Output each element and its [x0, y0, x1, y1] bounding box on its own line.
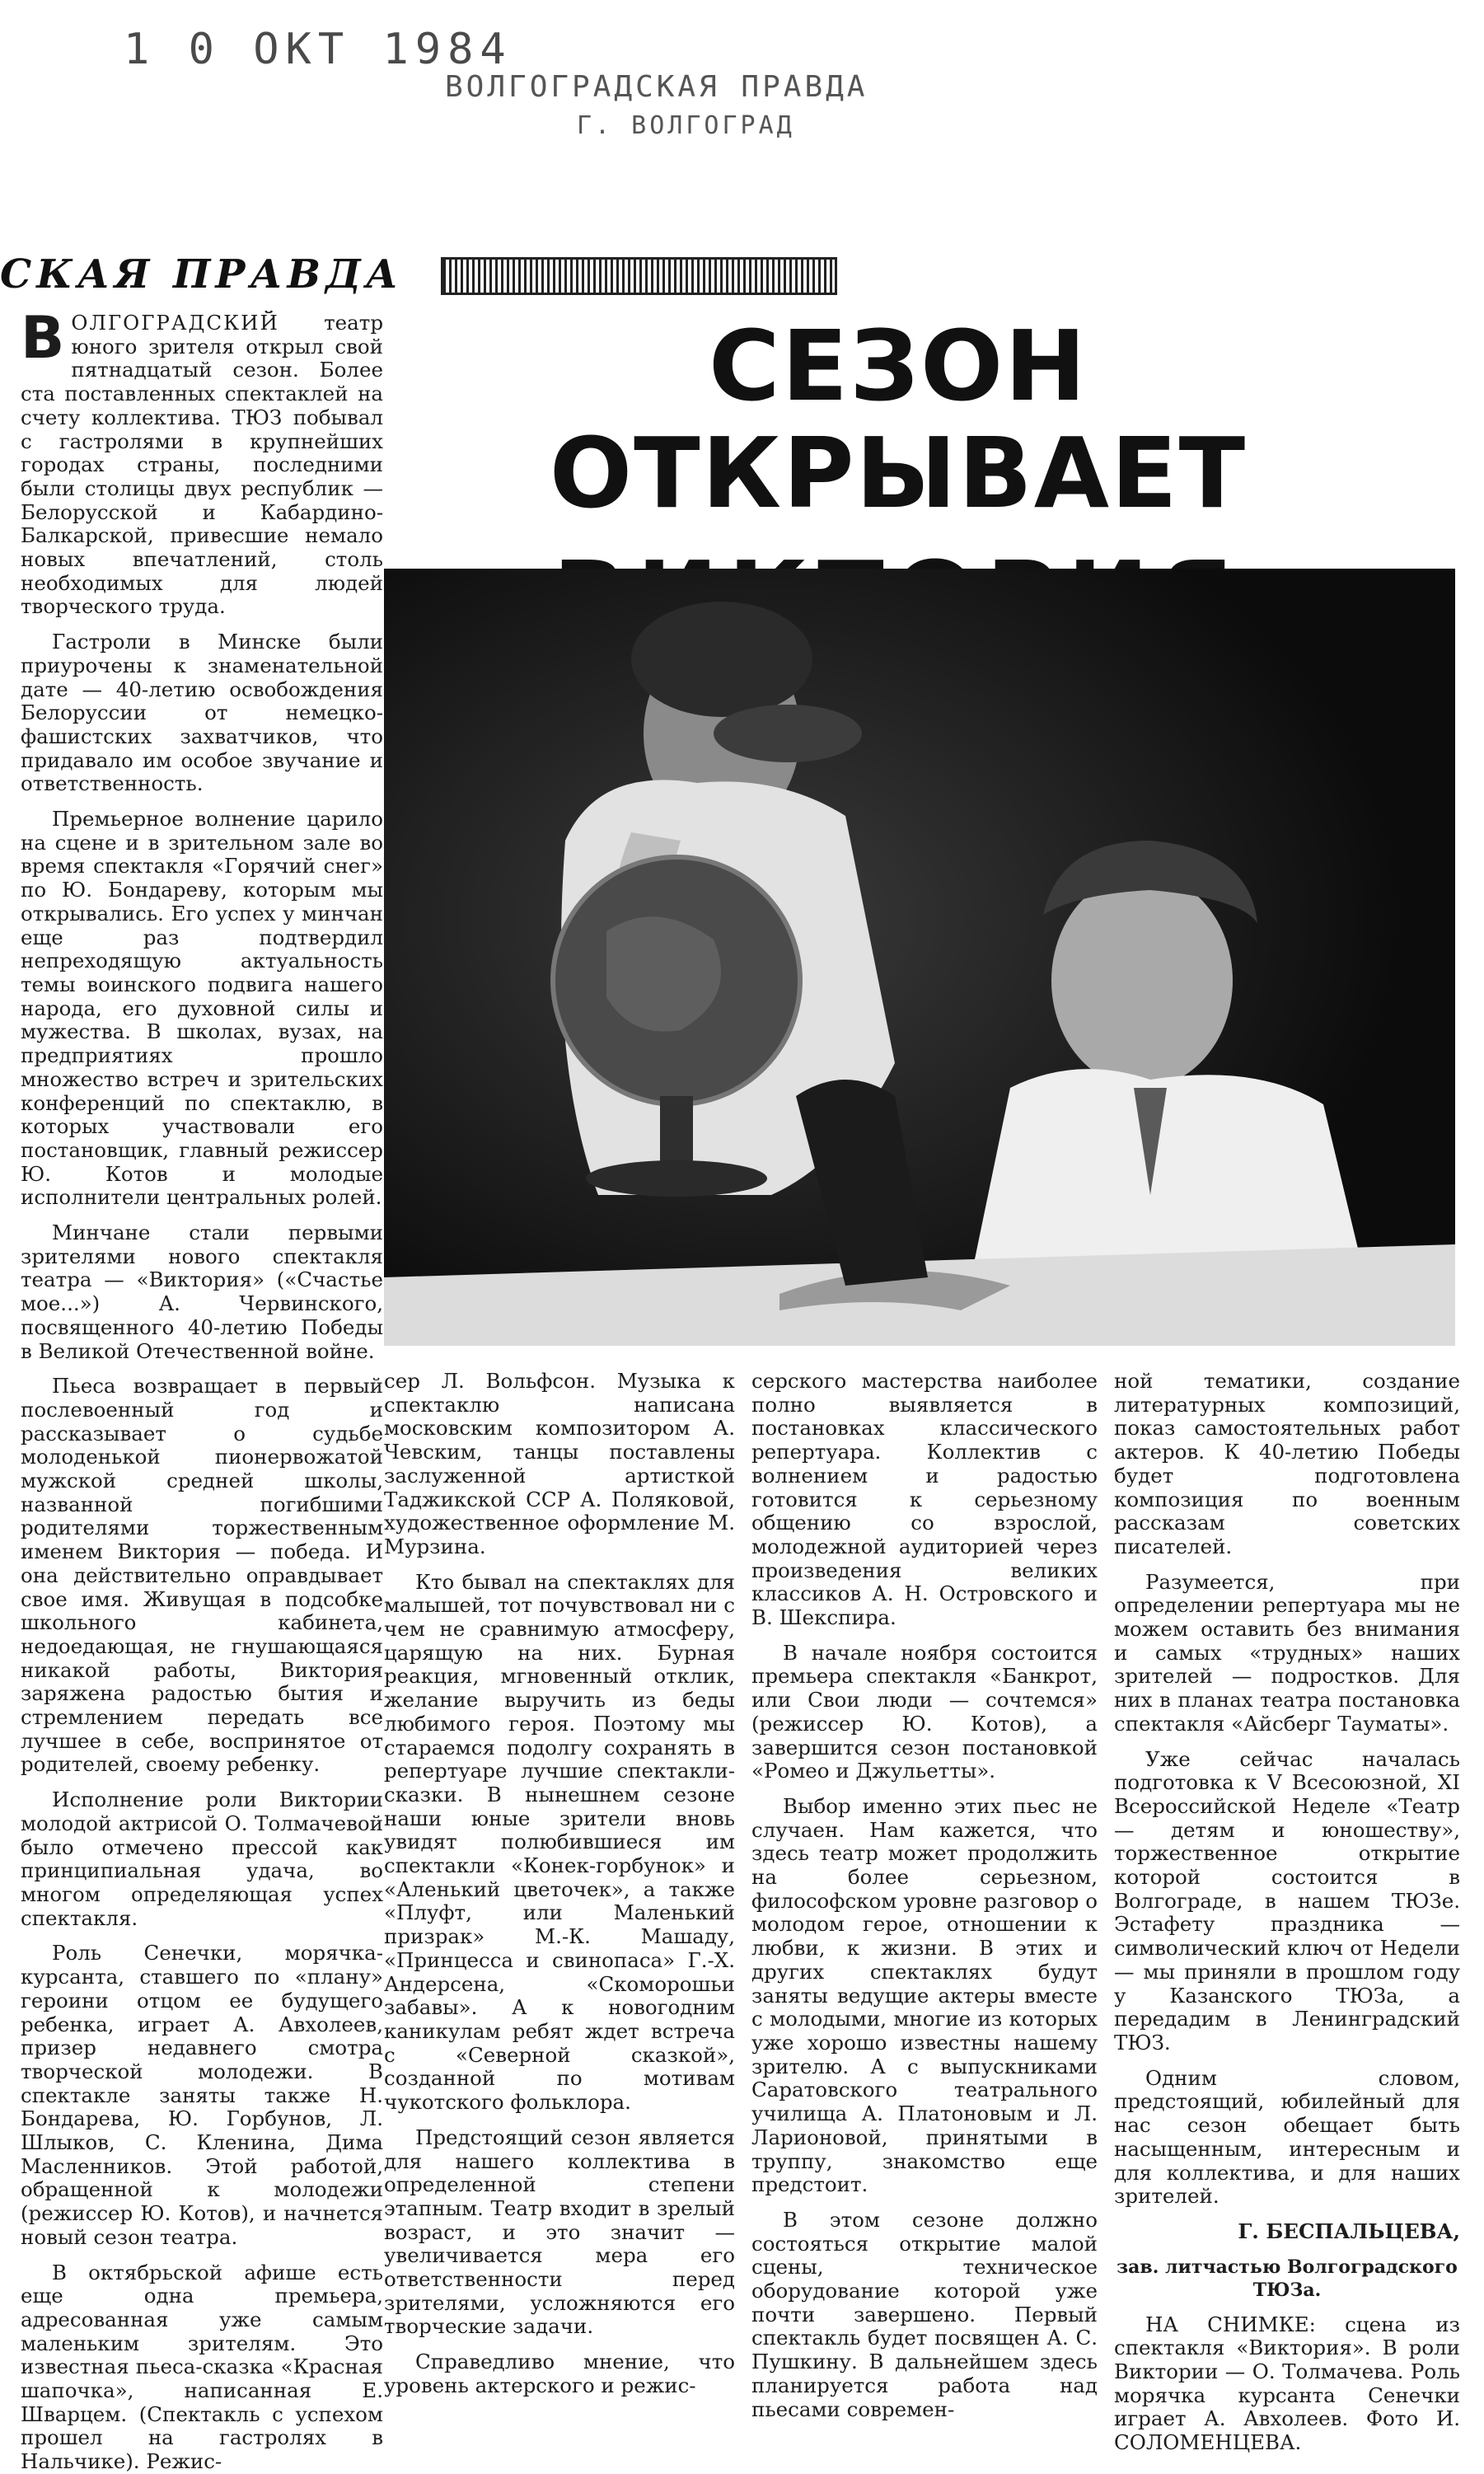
author-byline: Г. БЕСПАЛЬЦЕВА,: [1238, 2219, 1460, 2243]
archive-date-stamp: 1 0 ОКТ 1984: [124, 25, 513, 74]
paragraph: В начале ноября состоится премьера спектакля «Банкрот, или Свои люди — сочтемся» (режиссер Ю. Котов), а завершится сезон постановкой «Ромео и Джульетты».: [751, 1640, 1098, 1783]
stage-scene-image: [384, 569, 1455, 1346]
article-column-4: [1114, 1370, 1460, 2455]
paragraph: Гастроли в Минске были приурочены к знаменательной дате — 40-летию освобождения Белоруссии от немецко-фашистских захватчиков, что придавало им особое звучание и ответственность.: [21, 630, 383, 796]
paragraph: серского мастерства наиболее полно выявляется в постановках классического репертуара. Коллектив с волнением и радостью готовится к серьезному общению со взрослой, молодежной аудиторией через произведения великих классиков А. Н. Островского и В. Шекспира.: [751, 1369, 1098, 1630]
headline-line-1: СЕЗОН ОТКРЫВАЕТ: [549, 309, 1248, 530]
author-role: зав. литчастью Волгоградского ТЮЗа.: [1117, 2256, 1458, 2301]
paragraph: Справедливо мнение, что уровень актерского и режис-: [384, 2350, 735, 2397]
masthead-ornament-rule: [441, 257, 837, 295]
article-photo: [384, 569, 1455, 1346]
paragraph: Роль Сенечки, морячка-курсанта, ставшего по «плану» героини отцом ее будущего ребенка, играет А. Авхолеев, призер недавнего смотра творческой молодежи. В спектакле заняты также Н. Бондарева, Ю. Горбунов, Л. Шлыков, С. Кленина, Дима Масленников. Этой работой, обращенной к молодежи (режиссер Ю. Котов), и начнется новый сезон театра.: [21, 1941, 383, 2249]
paragraph: сер Л. Вольфсон. Музыка к спектаклю написана московским композитором А. Чевским, танцы поставлены заслуженной артисткой Таджикской ССР А. Поляковой, художественное оформление М. Мурзина.: [384, 1369, 735, 1558]
paragraph: театр юного зрителя открыл свой пятнадцатый сезон. Более ста поставленных спектаклей на счету коллектива. ТЮЗ побывал с гастролями в крупнейших городах страны, последними были столицы двух республик — Белорусской и Кабардино-Балкарской, привесшие немало новых впечатлений, столь необходимых для людей творческого труда.: [21, 311, 383, 619]
paragraph: Предстоящий сезон является для нашего коллектива в определенной степени этапным. Театр входит в зрелый возраст, и это значит — увеличивается мера его ответственности перед зрителями, усложняются его творческие задачи.: [384, 2125, 735, 2339]
article-column-2: [384, 1370, 735, 2398]
lead-word: ОЛГОГРАДСКИЙ: [71, 311, 279, 335]
paragraph: Пьеса возвращает в первый послевоенный год и рассказывает о судьбе молоденькой пионервожатой мужской средней школы, названной погибшими родителями торжественным именем Виктория — победа. И она действительно оправдывает свое имя. Живущая в подсобке школьного кабинета, недоедающая, не гнушающаяся никакой работы, Виктория заряжена радостью бытия и стремлением передать все лучшее в себе, воспринятое от родителей, своему ребенку.: [21, 1374, 383, 1777]
paragraph: В этом сезоне должно состояться открытие малой сцены, техническое оборудование которой уже почти завершено. Первый спектакль будет посвящен А. С. Пушкину. В дальнейшем здесь планируется работа над пьесами современ-: [751, 2207, 1098, 2421]
drop-cap: В: [21, 304, 65, 372]
paragraph: Одним словом, предстоящий, юбилейный для нас сезон обещает быть насыщенным, интересным и для коллектива, и для наших зрителей.: [1114, 2065, 1460, 2209]
city-stamp: Г. ВОЛГОГРАД: [577, 111, 795, 140]
paragraph: Премьерное волнение царило на сцене и в зрительном зале во время спектакля «Горячий снег» по Ю. Бондареву, которым мы открывались. Его успех у минчан еще раз подтвердил непреходящую актуальность темы воинского подвига нашего народа, его духовной силы и мужества. В школах, вузах, на предприятиях прошло множество встреч и зрительских конференций по спектаклю, в которых участвовали его постановщик, главный режиссер Ю. Котов и молодые исполнители центральных ролей.: [21, 807, 383, 1210]
paragraph: В октябрьской афише есть еще одна премьера, адресованная уже самым маленьким зрителям. Это известная пьеса-сказка «Красная шапочка», написанная Е. Шварцем. (Спектакль с успехом прошел на гастролях в Нальчике). Режис-: [21, 2260, 383, 2474]
newspaper-name-stamp: ВОЛГОГРАДСКАЯ ПРАВДА: [445, 70, 868, 104]
photo-caption: НА СНИМКЕ: сцена из спектакля «Виктория». В роли Виктории — О. Толмачева. Роль морячка курсанта Сенечки играет А. Авхолеев. Фото И. СОЛОМЕНЦЕВА.: [1114, 2312, 1460, 2455]
paragraph: Минчане стали первыми зрителями нового спектакля театра — «Виктория» («Счастье мое...») А. Червинского, посвященного 40-летию Победы в Великой Отечественной войне.: [21, 1221, 383, 1363]
article-column-3: [751, 1370, 1098, 2421]
paragraph: Исполнение роли Виктории молодой актрисой О. Толмачевой было отмечено прессой как принципиальная удача, во многом определяющая успех спектакля.: [21, 1788, 383, 1930]
article-column-1: [21, 304, 383, 2474]
newspaper-masthead: СКАЯ ПРАВДА: [0, 251, 403, 298]
paragraph: Разумеется, при определении репертуара мы не можем оставить без внимания и самых «трудных» наших зрителей — подростков. Для них в планах театра постановка спектакля «Айсберг Тауматы».: [1114, 1569, 1460, 1736]
paragraph: Выбор именно этих пьес не случаен. Нам кажется, что здесь театр может продолжить на более серьезном, философском уровне разговор о молодом герое, отношении к любви, к жизни. В этих и других спектаклях будут заняты ведущие актеры вместе с молодыми, многие из которых уже хорошо известны нашему зрителю. А с выпускниками Саратовского театрального училища А. Платоновым и Л. Ларионовой, принятыми в труппу, знакомство еще предстоит.: [751, 1793, 1098, 2197]
paragraph: Кто бывал на спектаклях для малышей, тот почувствовал ни с чем не сравнимую атмосферу, царящую на них. Бурная реакция, мгновенный отклик, желание выручить из беды любимого героя. Поэтому мы стараемся подолгу сохранять в репертуаре лучшие спектакли-сказки. В нынешнем сезоне наши юные зрители вновь увидят полюбившиеся им спектакли «Конек-горбунок» и «Аленький цветочек», а также «Плуфт, или Маленький призрак» М.-К. Машаду, «Принцесса и свинопаса» Г.-Х. Андерсена, «Скоморошьи забавы». А к новогодним каникулам ребят ждет встреча с «Северной сказкой», созданной по мотивам чукотского фольклора.: [384, 1569, 735, 2115]
paragraph: ной тематики, создание литературных композиций, показ самостоятельных работ актеров. К 40-летию Победы будет подготовлена композиция по военным рассказам советских писателей.: [1114, 1369, 1460, 1558]
paragraph: Уже сейчас началась подготовка к V Всесоюзной, XI Всероссийской Неделе «Театр — детям и юношеству», торжественное открытие которой состоится в Волгограде, в нашем ТЮЗе. Эстафету праздника — символический ключ от Недели — мы приняли в прошлом году у Казанского ТЮЗа, а передадим в Ленинградский ТЮЗ.: [1114, 1746, 1460, 2055]
